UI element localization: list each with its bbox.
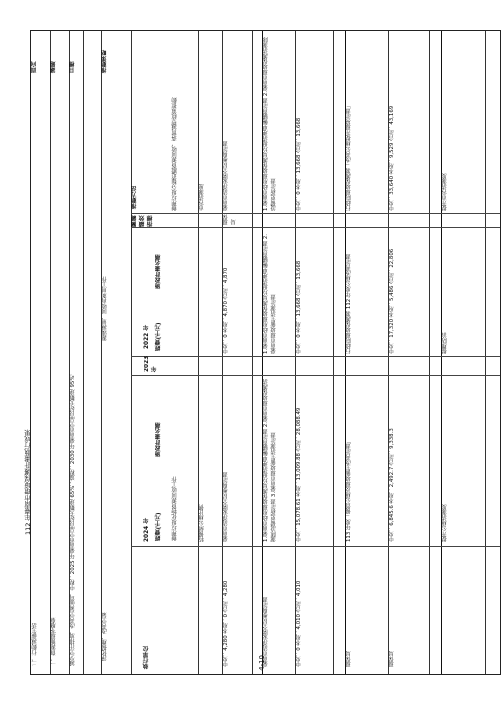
r1-budget-2022: 中央：0 本府：4,870 合計：4,870 [223,267,229,354]
r2-plan-2023: 1.臺南市政府環境保護局垃圾清運車輛購置計畫 2.臺南市環境衛生清潔計畫 [263,234,277,354]
year-2022: 2022 年 [144,325,150,349]
year-2023: 2023 年 [144,355,158,372]
page-number: 4-10 [258,655,266,671]
method-2: 辦理垃圾化物資源回收工作 [172,476,178,541]
r2-budget-2024: 中央：15,078.61 本府：13,009.88 合計：28,088.49 [296,407,302,542]
r3-budget-2023: 中央：17,320 本府：5,486 合計：22,806 [389,248,395,354]
page-title: 112 年臺南市環境保護計畫執行成果 [24,429,32,535]
agency-header: 執行單位 [144,645,150,669]
r3-budget-2022: 中央：33,640 本府：9,529 合計：43,169 [389,105,395,211]
category-header: 面向 [32,61,38,73]
year-2024: 2024 年 [144,518,150,542]
r2-plan-2022: 1.臺南市政府環境保護局垃圾清運車輛購置計畫 2.臺南市環境保護清潔隊設備更新計畫 [263,37,277,211]
plan-name-header-2024: 施政計畫名稱 [156,422,162,457]
budget-header-2024: 經費(千元) [156,512,162,541]
r1-budget-2024: 中央：0 本府：4,010 合計：4,010 [296,580,302,667]
method-5: 提升公廁清潔度 [442,504,448,542]
r1-plan-2024: 臺南市清淨家園全民參與計畫 [263,596,269,667]
r2-budget-2022: 中央：0 本府：13,668 合計：13,668 [296,117,302,211]
r2-plan-2024: 1.臺南市政府環境保護局垃圾清運車輛購置計畫 2.臺南市環境保護清潔隊設備更新計畫 3.臺南市環境衛生清潔計畫 [263,378,277,542]
r1-plan-2022: 臺南市清淨家園全民參與計畫 [223,140,229,211]
r3-budget-2024: 中央：6,845.6 本府：2,492.7 合計：9,338.3 [389,428,395,542]
kpi-1: 市容清潔度 [199,184,205,211]
strategy-header: 推動策略 [102,49,108,73]
r2-budget-2023: 中央：0 本府：13,668 合計：13,668 [296,260,302,354]
r3-plan-2023: 行政院環境保護署 112 年度公廁改善計畫 [346,253,352,354]
method-1: 辦理垃圾分類追蹤資源回收，落實減塑政策推動 [172,97,178,211]
r3-plan-2022: 行政院環境保護署「改善公廁提升環境計畫」 [346,103,352,211]
goal-header: 目標 [70,61,76,73]
kpi-2: 特優級公廁比例 [199,504,205,542]
r1-budget-2023: 中央：4,280 本府：0 合計：4,280 [223,580,229,667]
issue-header: 議題 [51,61,57,73]
issue-value: 一、資源循環零廢棄 [51,617,57,666]
strategy-2: 淨化揚塵、改善空氣 [102,612,108,661]
r3-plan-2024: 113 年度「優質公廁及環境衛生改善計畫」 [346,438,352,542]
goal-value: 減少空汙排放，改善空氣品質，中程：2025 年臺南市空品良好天數達 65%；遠程：2030 年臺南市空品良好天數達 95%。 [70,370,76,666]
r3-agency: 環保局 [346,650,352,667]
strategy-1: 源頭減量、回收再利用工作 [102,276,108,341]
method-4: 揚塵防治 [442,332,448,354]
r2-agency: 環保局 [389,650,395,667]
plan-name-header-2022: 施政計畫名稱 [156,254,162,289]
r1-plan-2023: 臺南市清淨家園全民參與計畫 [223,471,229,542]
method-header: 推動方法 [132,185,138,209]
category-value: 二、行動減碳生活 [32,622,38,666]
method-3: 提升市容清潔度 [442,173,448,211]
budget-header-2022: 經費(千元) [156,322,162,351]
r1-agency: 環保局 [223,214,237,225]
kpi-header: 關鍵績效指標 [132,215,154,227]
execution-table [30,30,501,675]
